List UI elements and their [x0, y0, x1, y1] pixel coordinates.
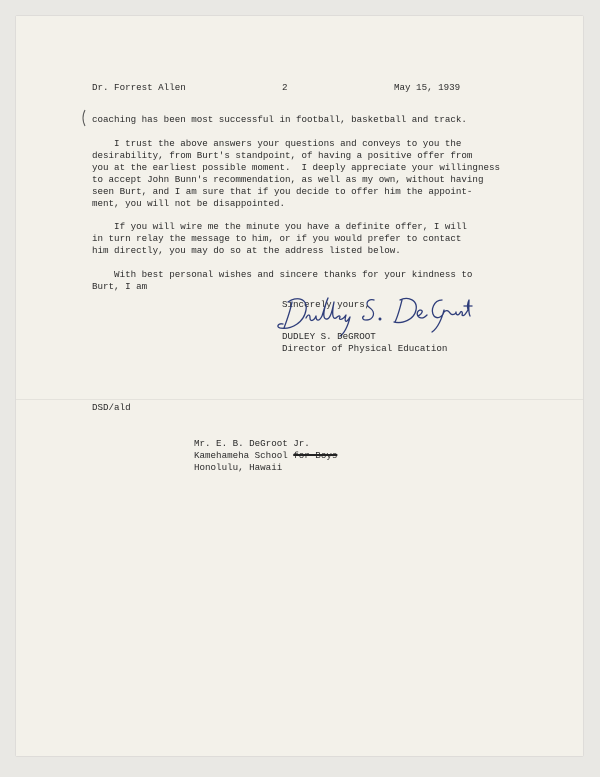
address-line-school	[194, 450, 337, 462]
header-date: May 15, 1939	[394, 82, 461, 93]
paragraph-line: If you will wire me the minute you have a definite offer, I will	[92, 221, 467, 232]
paragraph-line: in turn relay the message to him, or if you would prefer to contact	[92, 233, 462, 244]
address-struck-text: for Boys	[293, 450, 338, 461]
paragraph-line: him directly, you may do so at the address listed below.	[92, 245, 401, 256]
paragraph-line: ment, you will not be disappointed.	[92, 198, 285, 209]
fold-crease	[16, 399, 583, 400]
paragraph-line: Burt, I am	[92, 281, 148, 292]
paragraph-line: you at the earliest possible moment. I deeply appreciate your willingness	[92, 162, 500, 173]
address-school-name: Kamehameha School	[194, 450, 294, 461]
letter-page	[16, 16, 583, 756]
paragraph-line: desirability, from Burt's standpoint, of having a positive offer from	[92, 150, 473, 161]
paragraph-line: With best personal wishes and sincere thanks for your kindness to	[92, 269, 473, 280]
address-line-name: Mr. E. B. DeGroot Jr.	[194, 438, 310, 449]
closing-salutation: Sincerely yours,	[282, 299, 371, 310]
margin-bracket-mark	[80, 109, 86, 127]
paragraph-line: I trust the above answers your questions and conveys to you the	[92, 138, 462, 149]
header-page-number: 2	[282, 82, 288, 93]
paragraph-line: seen Burt, and I am sure that if you decide to offer him the appoint-	[92, 186, 473, 197]
body-line-continuation: coaching has been most successful in football, basketball and track.	[92, 114, 467, 125]
signer-title: Director of Physical Education	[282, 343, 448, 354]
address-line-city: Honolulu, Hawaii	[194, 462, 283, 473]
paragraph-line: to accept John Bunn's recommendation, as well as my own, without having	[92, 174, 484, 185]
signer-name: DUDLEY S. DeGROOT	[282, 331, 376, 342]
header-recipient: Dr. Forrest Allen	[92, 82, 186, 93]
typist-initials: DSD/ald	[92, 402, 131, 413]
